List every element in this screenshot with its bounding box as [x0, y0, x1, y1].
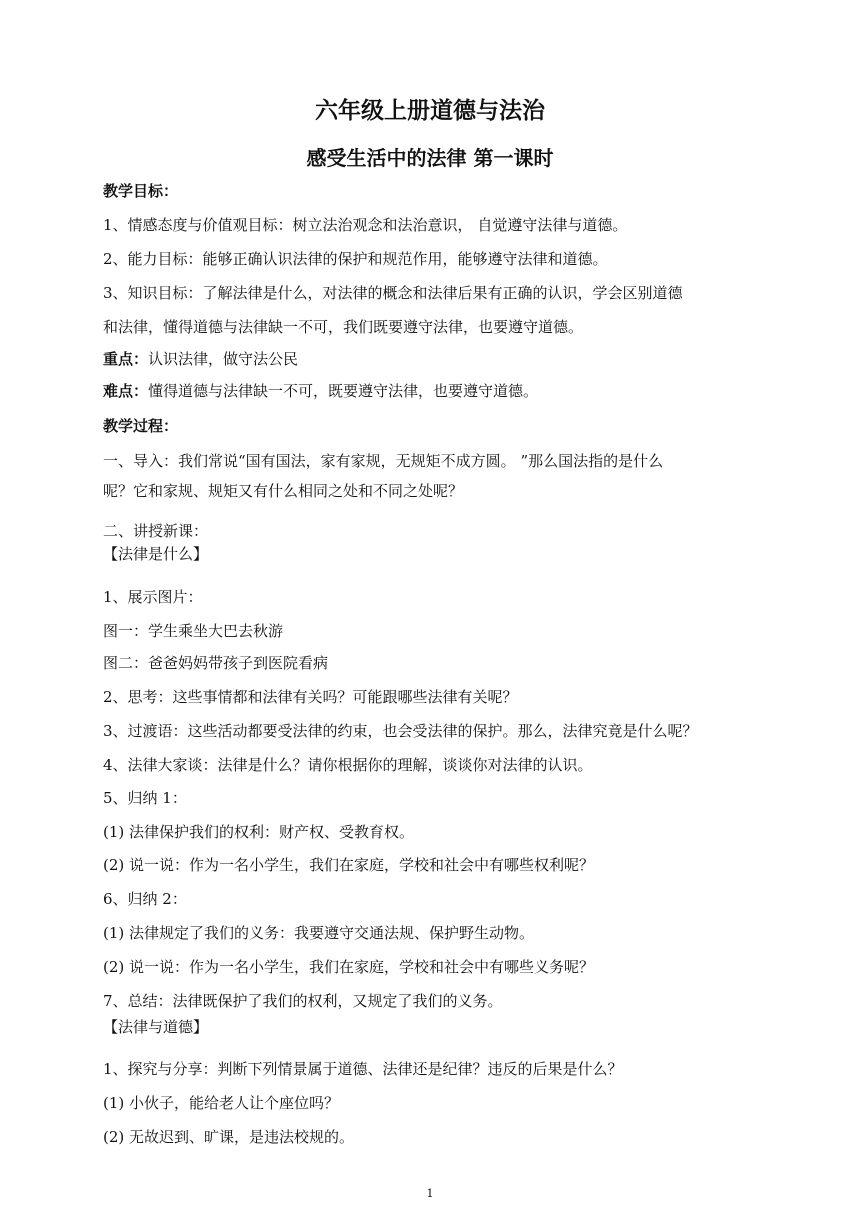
difficult-point-label: 难点：	[103, 382, 149, 400]
list-item: 4、法律大家谈：法律是什么？请你根据你的理解，谈谈你对法律的认识。	[103, 756, 593, 774]
list-item: 1、探究与分享：判断下列情景属于道德、法律还是纪律？违反的后果是什么？	[103, 1060, 623, 1078]
list-item: (1) 法律规定了我们的义务：我要遵守交通法规、保护野生动物。	[103, 924, 535, 942]
section-heading-law-and-morality: 【法律与道德】	[103, 1018, 209, 1036]
difficult-point-text: 懂得道德与法律缺一不可，既要遵守法律，也要遵守道德。	[148, 382, 539, 400]
key-point-text: 认识法律，做守法公民	[148, 350, 299, 368]
list-item: (2) 说一说：作为一名小学生，我们在家庭，学校和社会中有哪些义务呢？	[103, 958, 595, 976]
list-item: 6、归纳 2：	[103, 890, 187, 908]
list-item: 1、展示图片：	[103, 588, 203, 606]
goal-line: 和法律，懂得道德与法律缺一不可，我们既要遵守法律，也要遵守道德。	[103, 318, 584, 336]
document-subtitle: 感受生活中的法律 第一课时	[306, 146, 554, 170]
page-number: 1	[426, 1187, 434, 1200]
process-heading: 教学过程：	[103, 417, 179, 435]
list-item: 2、思考：这些事情都和法律有关吗？可能跟哪些法律有关呢？	[103, 688, 518, 706]
list-item: 3、过渡语：这些活动都要受法律的约束，也会受法律的保护。那么，法律究竟是什么呢？	[103, 722, 698, 740]
list-item: (2) 无故迟到、旷课，是违法校规的。	[103, 1128, 355, 1146]
goals-heading: 教学目标：	[103, 182, 179, 200]
list-item: 7、总结：法律既保护了我们的权利，又规定了我们的义务。	[103, 992, 503, 1010]
goal-line: 3、知识目标：了解法律是什么，对法律的概念和法律后果有正确的认识，学会区别道德	[103, 284, 683, 302]
key-point	[103, 348, 763, 370]
list-item: 图一：学生乘坐大巴去秋游	[103, 622, 284, 640]
list-item: 5、归纳 1：	[103, 789, 187, 807]
list-item: (1) 法律保护我们的权利：财产权、受教育权。	[103, 823, 415, 841]
list-item: 图二：爸爸妈妈带孩子到医院看病	[103, 654, 329, 672]
key-point-label: 重点：	[103, 350, 149, 368]
goal-line: 1、情感态度与价值观目标：树立法治观念和法治意识， 自觉遵守法律与道德。	[103, 216, 628, 234]
difficult-point	[103, 380, 763, 402]
section-heading-what-is-law: 【法律是什么】	[103, 545, 209, 563]
document-title: 六年级上册道德与法治	[315, 98, 545, 124]
intro-line: 呢？它和家规、规矩又有什么相同之处和不同之处呢？	[103, 482, 464, 500]
part2-heading: 二、讲授新课：	[103, 522, 209, 540]
goal-line: 2、能力目标：能够正确认识法律的保护和规范作用，能够遵守法律和道德。	[103, 250, 608, 268]
list-item: (1) 小伙子，能给老人让个座位吗？	[103, 1094, 340, 1112]
list-item: (2) 说一说：作为一名小学生，我们在家庭，学校和社会中有哪些权利呢？	[103, 856, 595, 874]
intro-line: 一、导入：我们常说“国有国法，家有家规，无规矩不成方圆。 ”那么国法指的是什么	[103, 452, 664, 470]
